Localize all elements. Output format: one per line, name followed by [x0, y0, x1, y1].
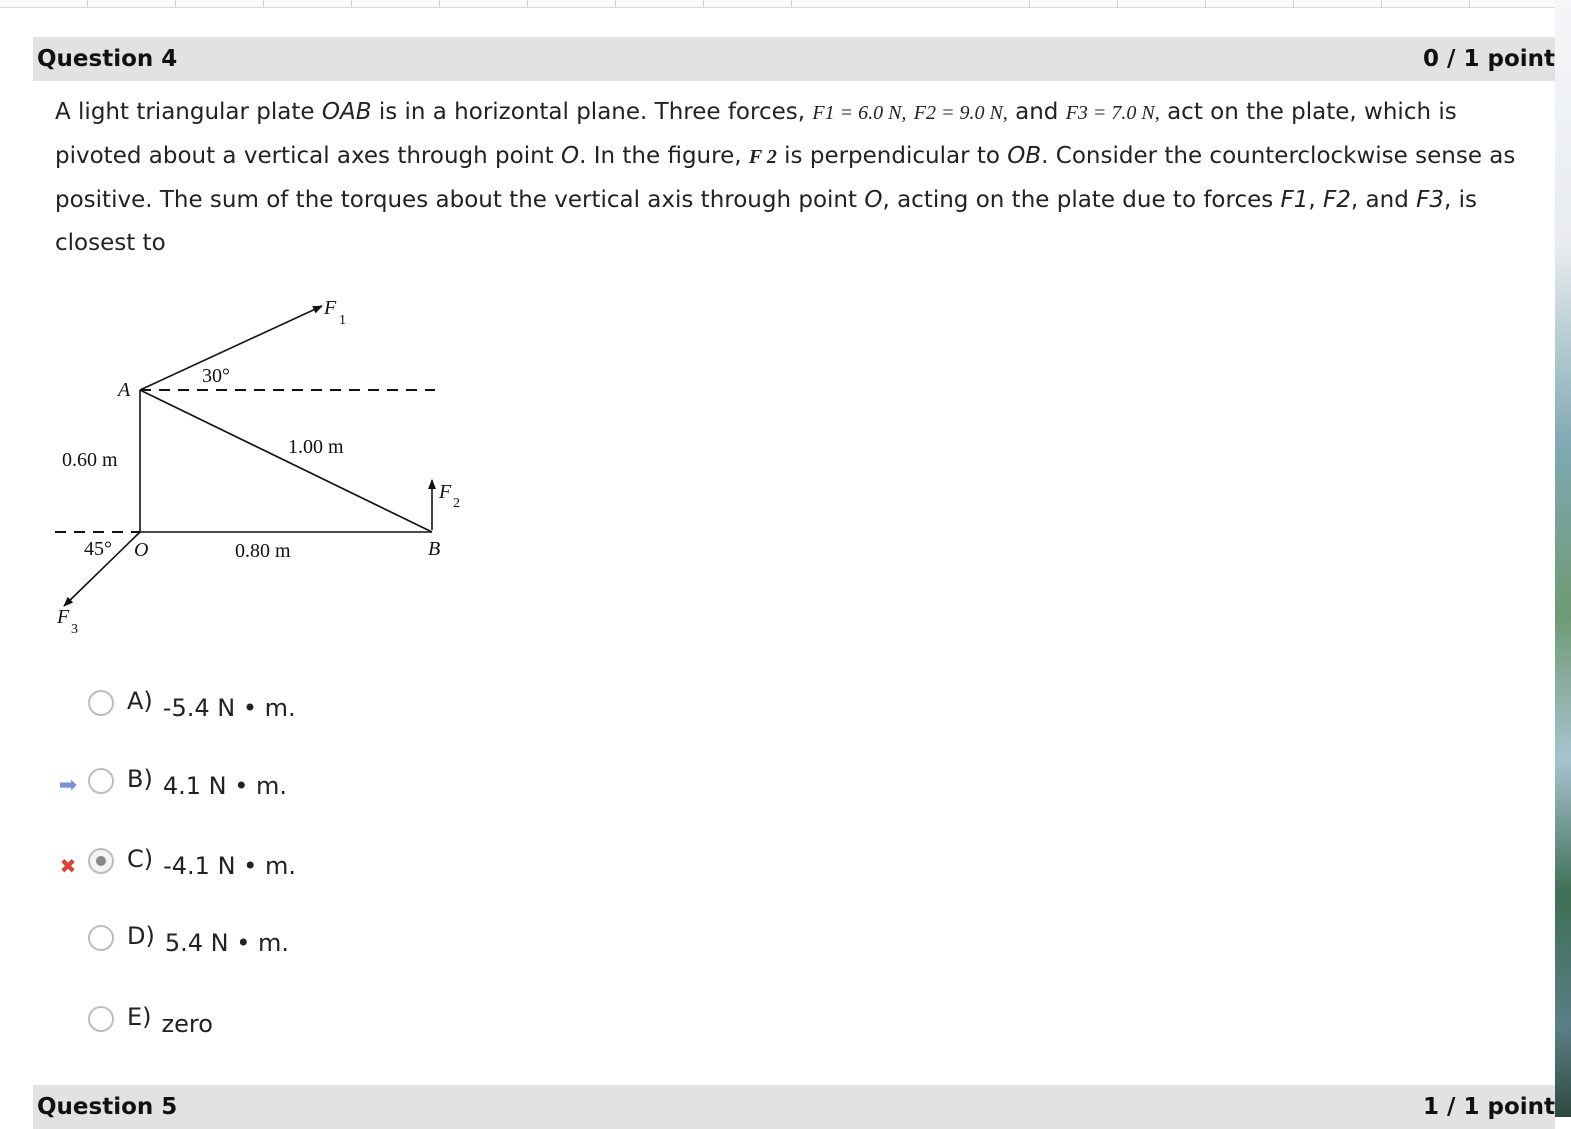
point-b-label: B	[428, 538, 441, 560]
point-o-label: O	[134, 539, 149, 561]
choice-d-marker	[55, 930, 81, 956]
choice-d-radio[interactable]	[88, 925, 114, 951]
question-4-header	[33, 37, 1555, 81]
choice-a-label: A) -5.4 N • m.	[127, 687, 296, 722]
choice-b-label: B) 4.1 N • m.	[127, 765, 287, 800]
dim-ob-label: 0.80 m	[235, 540, 291, 562]
choice-d-label: D) 5.4 N • m.	[127, 922, 290, 957]
choice-b-radio[interactable]	[88, 768, 114, 794]
choice-a-marker	[55, 695, 81, 721]
force-diagram	[40, 290, 480, 650]
wrong-answer-x-icon: ✖	[59, 854, 77, 878]
dim-oa-label: 0.60 m	[62, 449, 118, 471]
angle-30-label: 30°	[202, 365, 230, 387]
question-4-title: Question 4	[37, 46, 178, 72]
angle-45-label: 45°	[84, 538, 112, 560]
side-ab	[140, 390, 432, 532]
point-a-label: A	[118, 379, 131, 401]
choice-e-marker	[55, 1011, 81, 1037]
choice-c-label: C) -4.1 N • m.	[127, 845, 296, 880]
question-5-title: Question 5	[37, 1094, 178, 1120]
label-f3-sub: 3	[71, 622, 78, 637]
background-window-edge	[1555, 0, 1571, 1117]
choice-a-radio[interactable]	[88, 690, 114, 716]
question-4-points: 0 / 1 point	[1423, 46, 1555, 72]
top-tab-strip	[0, 0, 1555, 8]
force-f1-arrow	[140, 306, 322, 390]
correct-answer-arrow-icon: ➡	[58, 773, 78, 798]
question-5-header	[33, 1085, 1555, 1129]
choice-c-radio[interactable]	[88, 848, 114, 874]
label-f2: F	[439, 481, 452, 503]
question-4-text: A light triangular plate OAB is in a horizontal plane. Three forces, F1 = 6.0 N, F2 = 9.0 N, and F3 = 7.0 N, act on the plate, which is pivoted about a vertical axes through point O. In the figure, F 2 is perpendicular to OB. Consider the counterclockwise sense as positive. The sum of the torques about the vertical axis through point O, acting on the plate due to forces F1, F2, and F3, is closest to	[55, 99, 1516, 256]
question-5-points: 1 / 1 point	[1423, 1094, 1555, 1120]
label-f3: F	[57, 606, 70, 628]
dim-ab-label: 1.00 m	[288, 436, 344, 458]
label-f1: F	[324, 297, 337, 319]
choice-e-radio[interactable]	[88, 1006, 114, 1032]
label-f2-sub: 2	[453, 496, 460, 511]
choice-e-label: E) zero	[127, 1003, 213, 1038]
label-f1-sub: 1	[339, 313, 346, 328]
